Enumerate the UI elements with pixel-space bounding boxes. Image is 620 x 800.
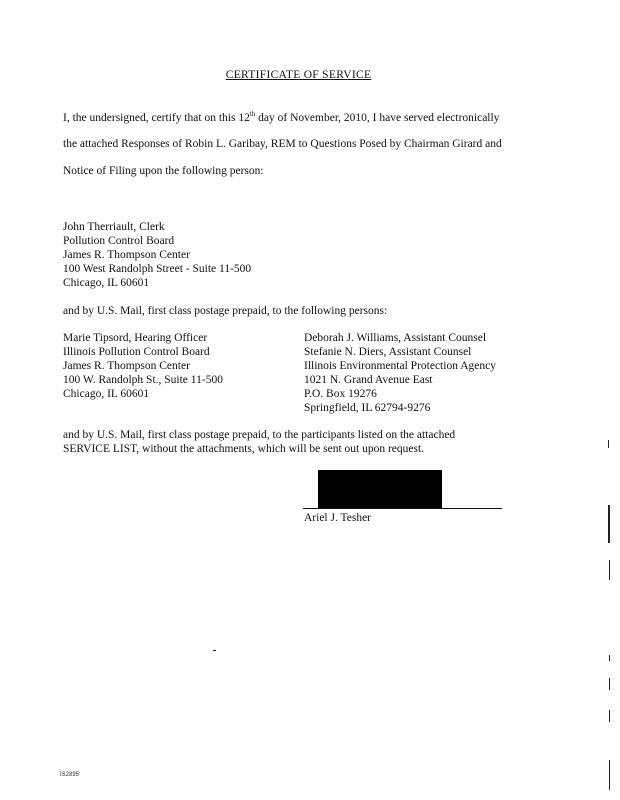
address-line: 1021 N. Grand Avenue East	[304, 374, 433, 386]
address-line: P.O. Box 19276	[304, 388, 377, 400]
footer-code: IS2895	[60, 772, 80, 778]
scan-mark	[609, 560, 610, 580]
ordinal-suffix: th	[249, 110, 256, 119]
signature-line	[303, 508, 502, 509]
address-line: James R. Thompson Center	[63, 249, 190, 261]
intro-line-1-end: day of November, 2010, I have served electronically	[255, 112, 500, 124]
mail-intro-1: and by U.S. Mail, first class postage prepaid, to the following persons:	[63, 305, 388, 317]
document-title: CERTIFICATE OF SERVICE	[225, 69, 372, 81]
address-line: James R. Thompson Center	[63, 360, 190, 372]
address-line: Stefanie N. Diers, Assistant Counsel	[304, 346, 472, 358]
address-line: Springfield, IL 62794-9276	[304, 402, 431, 414]
recipient-address-right	[304, 331, 496, 415]
mail-intro-2	[63, 428, 455, 456]
redacted-signature	[318, 470, 442, 508]
intro-line-2: the attached Responses of Robin L. Garibay, REM to Questions Posed by Chairman Girard and	[63, 138, 502, 150]
recipient-address-left	[63, 331, 223, 401]
address-line: Pollution Control Board	[63, 235, 175, 247]
intro-line-3: Notice of Filing upon the following person:	[63, 165, 264, 177]
scan-mark	[608, 440, 609, 448]
intro-line-1-start: I, the undersigned, certify that on this 12	[63, 112, 250, 124]
scan-mark	[609, 760, 610, 790]
scan-mark	[609, 710, 610, 722]
address-line: John Therriault, Clerk	[63, 221, 165, 233]
address-line: Chicago, IL 60601	[63, 277, 150, 289]
intro-line-1	[63, 112, 499, 124]
mail-intro-2-line: SERVICE LIST, without the attachments, which will be sent out upon request.	[63, 443, 425, 455]
clerk-address-block	[63, 220, 251, 290]
scan-mark	[608, 505, 610, 543]
scan-mark	[609, 655, 610, 661]
address-line: Illinois Pollution Control Board	[63, 346, 210, 358]
address-line: Marie Tipsord, Hearing Officer	[63, 332, 208, 344]
address-line: 100 West Randolph Street - Suite 11-500	[63, 263, 252, 275]
address-line: Illinois Environmental Protection Agency	[304, 360, 496, 372]
signer-name: Ariel J. Tesher	[304, 512, 372, 524]
address-line: Chicago, IL 60601	[63, 388, 150, 400]
address-line: 100 W. Randolph St., Suite 11-500	[63, 374, 223, 386]
address-line: Deborah J. Williams, Assistant Counsel	[304, 332, 487, 344]
scan-mark	[213, 650, 216, 651]
scan-mark	[609, 678, 610, 690]
mail-intro-2-line: and by U.S. Mail, first class postage prepaid, to the participants listed on the attached	[63, 429, 456, 441]
